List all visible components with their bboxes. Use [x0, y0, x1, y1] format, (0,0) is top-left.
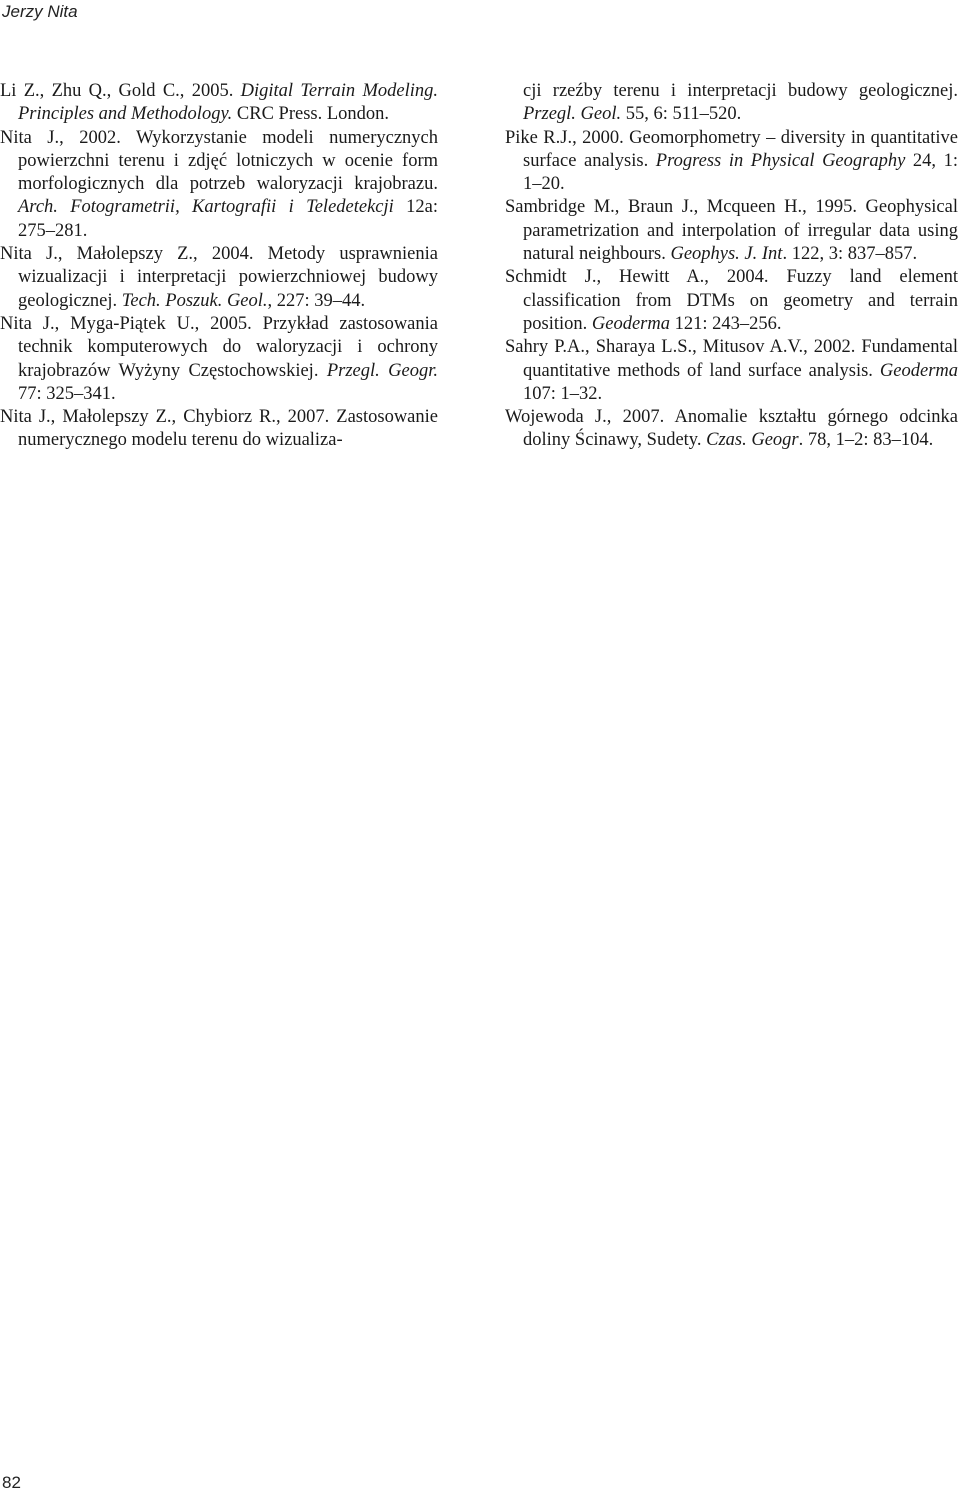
reference-text: Nita J., 2002. Wykorzystanie modeli numerycznych powierzchni terenu i zdjęć lotniczych w ocenie form morfologicznych dla potrzeb waloryzacji krajobrazu.	[0, 127, 438, 195]
reference-journal: Tech. Poszuk. Geol.	[121, 290, 268, 311]
reference-details: 107: 1–32.	[523, 383, 603, 404]
reference-details: . 122, 3: 837–857.	[782, 244, 918, 265]
reference-entry	[0, 243, 438, 313]
reference-journal: Geophys. J. Int	[670, 244, 783, 265]
reference-details: 12a: 275–281.	[18, 197, 438, 241]
reference-entry	[505, 406, 958, 453]
running-head: Jerzy Nita	[2, 2, 78, 21]
reference-text: Nita J., Małolepszy Z., Chybiorz R., 2007. Zastosowanie numerycznego modelu terenu do wizualiza-	[0, 407, 438, 451]
reference-text: Wojewoda J., 2007. Anomalie kształtu górnego odcinka doliny Ścinawy, Sudety.	[505, 407, 958, 451]
reference-entry	[0, 406, 438, 453]
reference-journal: Przegl. Geogr.	[326, 360, 439, 381]
reference-text: Pike R.J., 2000. Geomorphometry – diversity in quantitative surface analysis.	[505, 127, 958, 171]
reference-entry-continued	[505, 80, 958, 127]
reference-text: Sahry P.A., Sharaya L.S., Mitusov A.V., 2002. Fundamental quantitative methods of land surface analysis.	[505, 337, 958, 381]
reference-entry	[0, 127, 438, 243]
reference-details: 55, 6: 511–520.	[621, 104, 742, 125]
reference-entry	[0, 313, 438, 406]
reference-journal: Geoderma	[591, 313, 670, 334]
reference-details: 24, 1: 1–20.	[523, 150, 958, 195]
references-left-column	[0, 80, 438, 453]
reference-entry	[0, 80, 438, 127]
reference-details: CRC Press. London.	[232, 104, 390, 125]
reference-journal: Arch. Fotogrametrii, Kartografii i Teledetekcji	[18, 197, 394, 218]
reference-journal: Czas. Geogr	[706, 430, 799, 451]
reference-title: Digital Terrain Modeling. Principles and Methodology.	[18, 81, 438, 125]
reference-text: Sambridge M., Braun J., Mcqueen H., 1995. Geophysical parametrization and interpolation of irregular data using natural neighbours.	[505, 197, 958, 265]
reference-text: Nita J., Małolepszy Z., 2004. Metody usprawnienia wizualizacji i interpretacji powierzchniowej budowy geologicznej.	[0, 244, 438, 311]
reference-details: , 227: 39–44.	[267, 290, 366, 311]
reference-details: 121: 243–256.	[669, 313, 782, 334]
reference-details: 77: 325–341.	[18, 383, 116, 404]
reference-text: cji rzeźby terenu i interpretacji budowy geologicznej.	[523, 81, 958, 101]
reference-text: Schmidt J., Hewitt A., 2004. Fuzzy land element classification from DTMs on geometry and terrain position.	[505, 267, 958, 334]
reference-journal: Geoderma	[879, 360, 958, 381]
reference-journal: Przegl. Geol.	[523, 104, 622, 125]
reference-entry	[505, 196, 958, 266]
reference-journal: Progress in Physical Geography	[655, 150, 906, 171]
reference-text: Li Z., Zhu Q., Gold C., 2005.	[0, 81, 241, 101]
reference-entry	[505, 266, 958, 336]
reference-entry	[505, 127, 958, 197]
reference-entry	[505, 336, 958, 406]
reference-text: Nita J., Myga-Piątek U., 2005. Przykład zastosowania technik komputerowych do waloryzacji i ochrony krajobrazów Wyżyny Częstochowskiej.	[0, 313, 438, 381]
references-right-column	[505, 80, 958, 453]
reference-details: . 78, 1–2: 83–104.	[798, 430, 934, 451]
page-number: 82	[2, 1473, 21, 1492]
